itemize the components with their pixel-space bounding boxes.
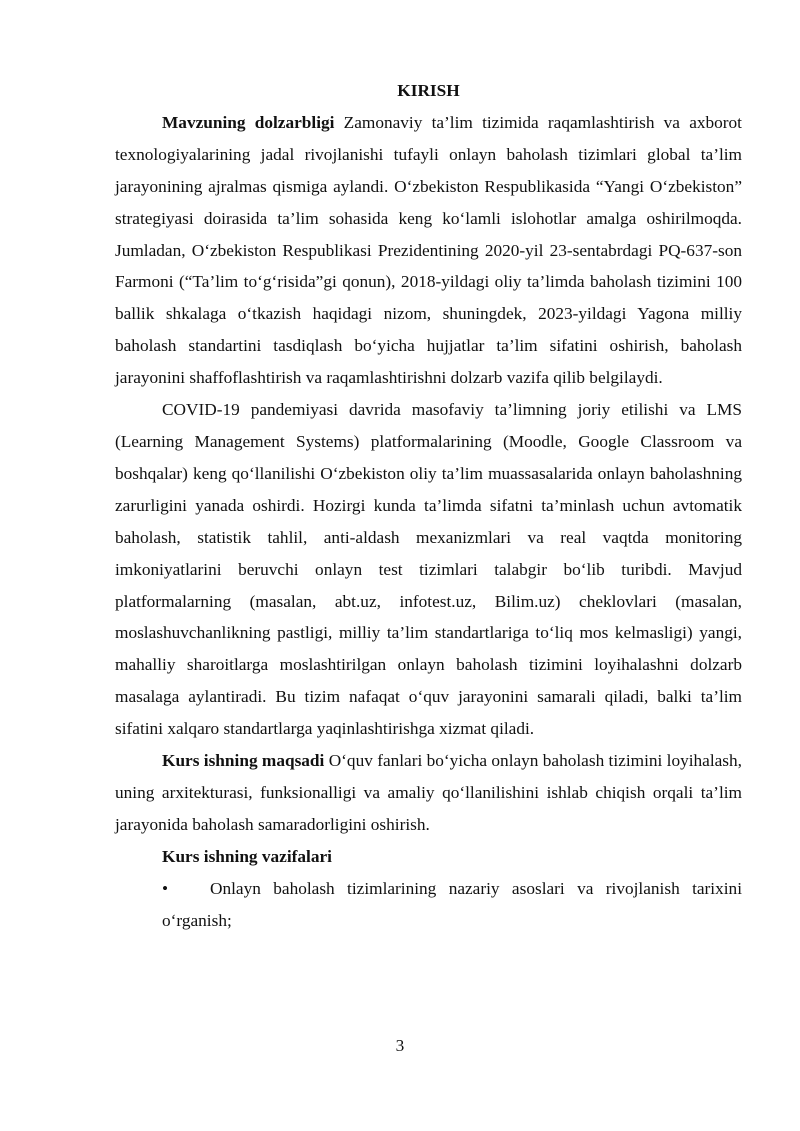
paragraph-covid	[115, 394, 742, 745]
document-page	[115, 75, 742, 936]
task-list	[115, 873, 742, 937]
list-item-text: Onlayn baholash tizimlarining nazariy asoslari va rivojlanish tarixini	[210, 878, 742, 898]
paragraph-lead: Kurs ishning maqsadi	[162, 751, 325, 771]
tasks-heading: Kurs ishning vazifalari	[162, 846, 332, 866]
paragraph-goal	[115, 745, 742, 841]
paragraph-relevance	[115, 107, 742, 394]
bullet-icon: •	[162, 878, 169, 898]
paragraph-text: COVID-19 pandemiyasi davrida masofaviy ta’limning joriy etilishi va LMS (Learning Management Systems) platformalarining (Moodle, Google Classroom va boshqalar) keng qo‘llanilishi O‘zbekiston oliy ta’lim muassasalarida onlayn baholashning zarurligini yanada oshirdi. Hozirgi kunda ta’limda sifatni ta’minlash uchun avtomatik baholash, statistik tahlil, anti-aldash mexanizmlari va real vaqtda monitoring imkoniyatlarini beruvchi onlayn test tizimlari talabgir bo‘lib turibdi. Mavjud platformalarning (masalan, abt.uz, infotest.uz, Bilim.uz) cheklovlari (masalan, moslashuvchanlikning pastligi, milliy ta’lim standartlariga to‘liq mos kelmasligi) yangi, mahalliy sharoitlarga moslashtirilgan onlayn baholash tizimini loyihalashni dolzarb masalaga aylantiradi. Bu tizim nafaqat o‘quv jarayonini samarali qiladi, balki ta’lim sifatini xalqaro standartlarga yaqinlashtirishga xizmat qiladi.	[115, 400, 742, 739]
paragraph-text: Zamonaviy ta’lim tizimida raqamlashtirish va axborot texnologiyalarining jadal rivojlanishi tufayli onlayn baholash tizimlari global ta’lim jarayonining ajralmas qismiga aylandi. O‘zbekiston Respublikasida “Yangi O‘zbekiston” strategiyasi doirasida ta’lim sohasida keng ko‘lamli islohotlar amalga oshirilmoqda. Jumladan, O‘zbekiston Respublikasi Prezidentining 2020-yil 23-sentabrdagi PQ-637-son Farmoni (“Ta’lim to‘g‘risida”gi qonun), 2018-yildagi oliy ta’limda baholash tizimini 100 ballik shkalaga o‘tkazish haqidagi nizom, shuningdek, 2023-yildagi Yagona milliy baholash standartini tasdiqlash bo‘yicha hujjatlar ta’lim sifatini oshirish, baholash jarayonini shaffoflashtirish va raqamlashtirishni dolzarb vazifa qilib belgilaydi.	[115, 112, 742, 388]
section-heading: KIRISH	[397, 81, 460, 100]
list-item	[115, 873, 742, 905]
list-item-continuation: o‘rganish;	[162, 910, 232, 930]
page-number: 3	[395, 1036, 405, 1055]
paragraph-lead: Mavzuning dolzarbligi	[162, 112, 335, 132]
paragraph-text: O‘quv fanlari bo‘yicha onlayn baholash tizimini loyihalash, uning arxitekturasi, funksionalligi va amaliy qo‘llanilishini ishlab chiqish orqali ta’lim jarayonida baholash samaradorligini oshirish.	[115, 751, 742, 834]
